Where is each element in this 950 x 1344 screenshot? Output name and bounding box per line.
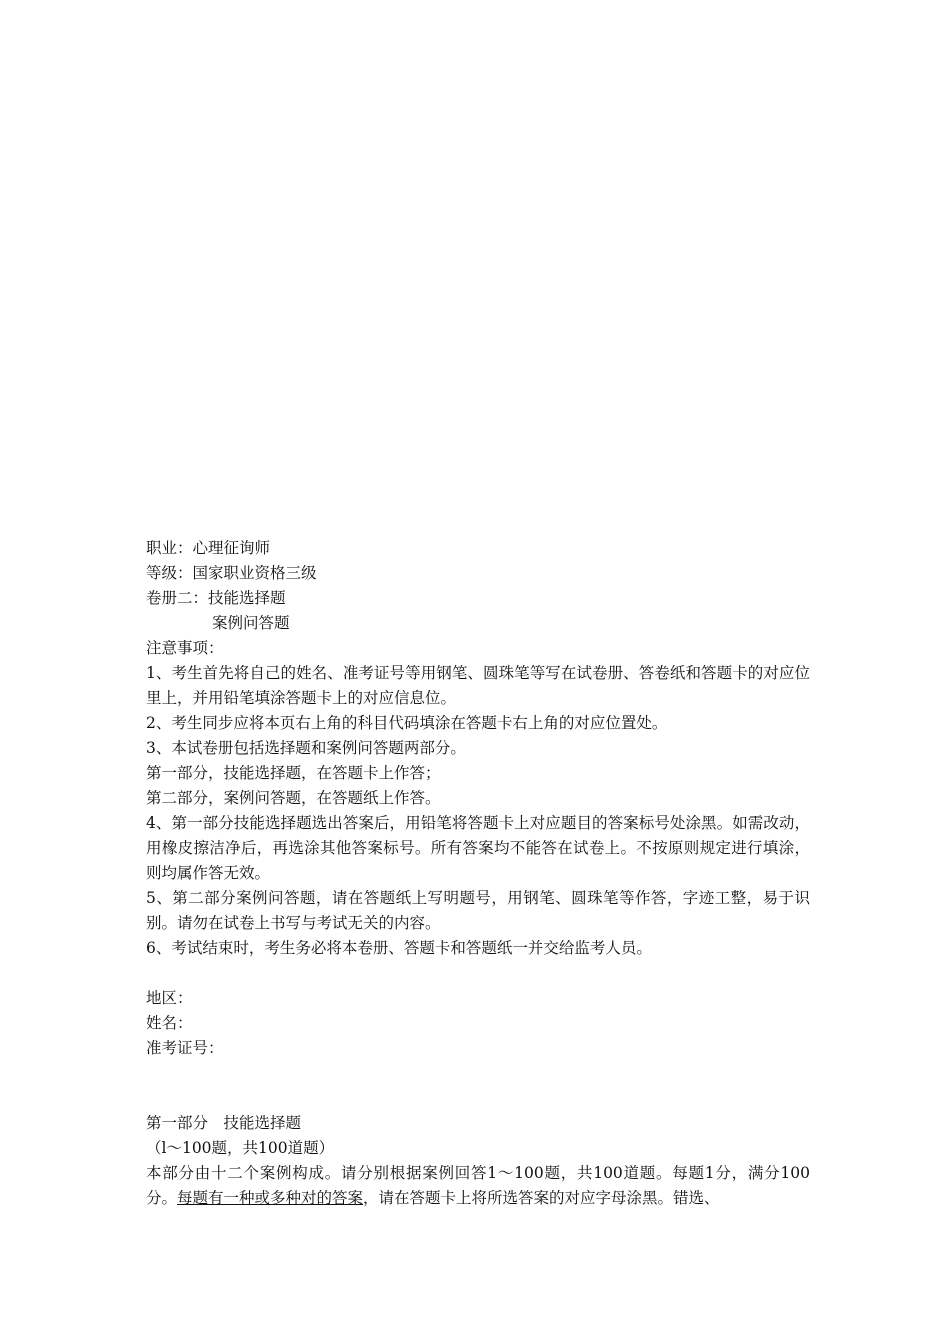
note-item: 4、第一部分技能选择题选出答案后，用铅笔将答题卡上对应题目的答案标号处涂黑。如需改动，用橡皮擦洁净后，再选涂其他答案标号。所有答案均不能答在试卷上。不按原则规定进行填涂，则均属作答无效。 (146, 814, 810, 882)
note-item: 3、本试卷册包括选择题和案例问答题两部分。 (146, 739, 466, 757)
spacer (146, 1061, 810, 1111)
occupation-line: 职业：心理征询师 (146, 539, 271, 557)
note-item: 第二部分，案例问答题，在答题纸上作答。 (146, 789, 441, 807)
level-line: 等级：国家职业资格三级 (146, 564, 317, 582)
note-item: 第一部分，技能选择题，在答题卡上作答； (146, 764, 441, 782)
note-item: 1、考生首先将自己的姓名、准考证号等用钢笔、圆珠笔等写在试卷册、答卷纸和答题卡的对应位里上，并用铅笔填涂答题卡上的对应信息位。 (146, 664, 810, 707)
note-item: 5、第二部分案例问答题，请在答题纸上写明题号，用钢笔、圆珠笔等作答，字迹工整，易于识别。请勿在试卷上书写与考试无关的内容。 (146, 889, 810, 932)
note-item: 6、考试结束时，考生务必将本卷册、答题卡和答题纸一并交给监考人员。 (146, 939, 652, 957)
volume-line: 卷册二：技能选择题 (146, 589, 286, 607)
part1-description-text: 本部分由十二个案例构成。请分别根据案例回答1～100题，共100道题。每题1分，满分100分。 (146, 1164, 810, 1207)
part1-range: （l～100题，共100道题） (146, 1139, 335, 1157)
note-item: 2、考生同步应将本页右上角的科目代码填涂在答题卡右上角的对应位置处。 (146, 714, 668, 732)
ticket-field-label: 准考证号： (146, 1039, 224, 1057)
part1-title: 第一部分 技能选择题 (146, 1114, 302, 1132)
spacer (146, 961, 810, 986)
part1-underlined-text: 每题有一种或多种对的答案 (177, 1189, 364, 1207)
name-field-label: 姓名： (146, 1014, 193, 1032)
part1-description (146, 1161, 810, 1211)
part1-description-tail: ，请在答题卡上将所选答案的对应字母涂黑。错选、 (363, 1189, 720, 1207)
volume-sub-line: 案例问答题 (212, 614, 290, 632)
exam-document (146, 536, 810, 1211)
region-field-label: 地区： (146, 989, 193, 1007)
notes-title: 注意事项： (146, 639, 224, 657)
